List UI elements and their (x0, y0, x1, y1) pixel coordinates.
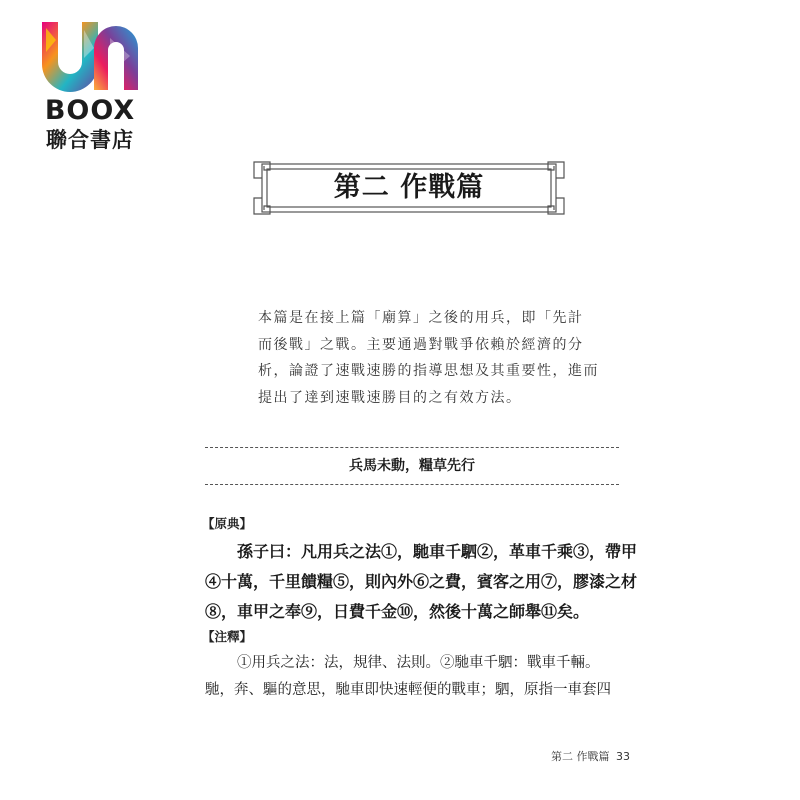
store-logo (38, 18, 142, 158)
intro-line: 析，論證了速戰速勝的指導思想及其重要性，進而 (258, 363, 599, 379)
original-line: 孫子曰：凡用兵之法①，馳車千駟②，革車千乘③，帶甲 (237, 542, 638, 561)
intro-line: 本篇是在接上篇「廟算」之後的用兵，即「先計 (258, 310, 584, 326)
annotation-text (205, 650, 625, 704)
original-text (205, 537, 638, 627)
logo-boox-text: BOOX (44, 95, 136, 126)
chapter-title-frame (248, 156, 570, 220)
logo-store-name: 聯合書店 (46, 128, 134, 152)
dashed-divider-bottom (205, 484, 619, 485)
page-number: 33 (616, 750, 630, 763)
section-heading: 兵馬未動，糧草先行 (349, 458, 475, 474)
original-line: ⑧，車甲之奉⑨，日費千金⑩，然後十萬之師舉⑪矣。 (205, 602, 590, 621)
original-text-tag: 【原典】 (202, 516, 253, 531)
footer-chapter: 第二 作戰篇 (551, 750, 610, 763)
original-line: ④十萬，千里饋糧⑤，則內外⑥之費，賓客之用⑦，膠漆之材 (205, 572, 638, 591)
page-footer (530, 748, 630, 764)
chapter-title: 第二 作戰篇 (333, 172, 485, 203)
notes-line: ①用兵之法：法，規律、法則。②馳車千駟：戰車千輛。 (237, 655, 600, 671)
logo-un-graphic (38, 18, 142, 94)
notes-tag: 【注釋】 (202, 629, 253, 644)
intro-line: 提出了達到速戰速勝目的之有效方法。 (258, 389, 522, 406)
intro-line: 而後戰」之戰。主要通過對戰爭依賴於經濟的分 (258, 336, 584, 353)
notes-line: 馳，奔、驅的意思，馳車即快速輕便的戰車；駟，原指一車套四 (205, 682, 611, 698)
dashed-divider-top (205, 447, 619, 448)
chapter-intro (258, 305, 599, 411)
